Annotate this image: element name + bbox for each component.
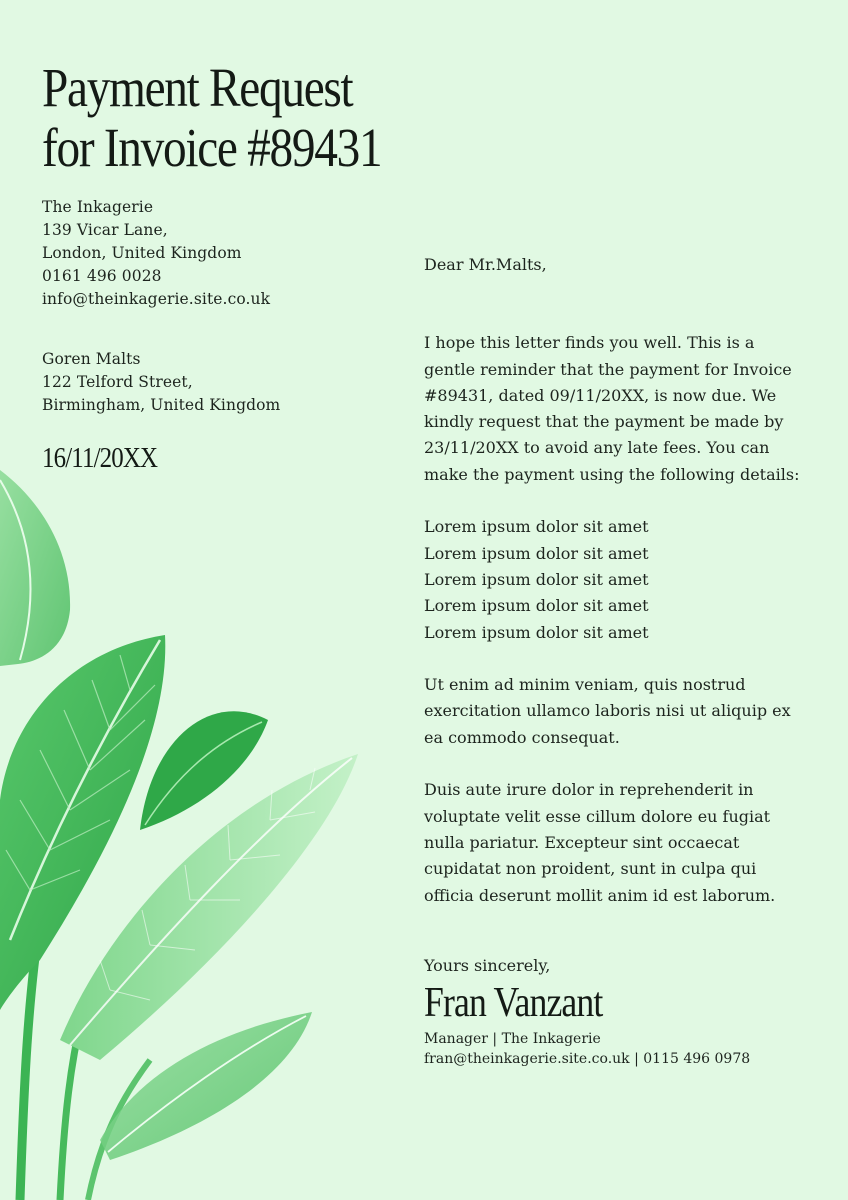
body-paragraph-3: Duis aute irure dolor in reprehenderit in voluptate velit esse cillum dolore eu fugiat nulla pariatur. Excepteur sint occaecat cupidatat non proident, sunt in culpa qui officia deserunt mollit anim id est laborum. [424,780,776,905]
title-line-1: Payment Request [42,57,353,118]
signer-role: Manager | The Inkagerie [424,1031,601,1048]
document-title [42,58,381,178]
payment-detail-item: Lorem ipsum dolor sit amet [424,622,649,642]
payment-detail-item: Lorem ipsum dolor sit amet [424,517,649,537]
letter-date: 16/11/20XX [42,442,158,474]
salutation: Dear Mr.Malts, [424,255,547,274]
letter-body [424,252,804,1069]
title-line-2: for Invoice #89431 [42,117,382,178]
body-paragraph-2: Ut enim ad minim veniam, quis nostrud exercitation ullamco laboris nisi ut aliquip ex ea commodo consequat. [424,675,791,747]
sender-street: 139 Vicar Lane, [42,221,168,239]
payment-detail-item: Lorem ipsum dolor sit amet [424,596,649,616]
payment-detail-item: Lorem ipsum dolor sit amet [424,569,649,589]
recipient-street: 122 Telford Street, [42,373,193,391]
banana-leaves-illustration [0,440,380,1200]
signer-name: Fran Vanzant [424,980,603,1027]
sender-city: London, United Kingdom [42,244,242,262]
payment-detail-item: Lorem ipsum dolor sit amet [424,543,649,563]
sender-name: The Inkagerie [42,198,154,216]
closing-line: Yours sincerely, [424,955,551,975]
sender-address [42,196,270,311]
sender-email: info@theinkagerie.site.co.uk [42,290,271,308]
recipient-address [42,348,280,417]
signer-contact: fran@theinkagerie.site.co.uk | 0115 496 0978 [424,1051,751,1068]
recipient-city: Birmingham, United Kingdom [42,396,281,414]
intro-paragraph: I hope this letter finds you well. This is a gentle reminder that the payment for Invoice #89431, dated 09/11/20XX, is now due. We kindly request that the payment be made by 23/11/20XX to avoid any late fees. You can make the payment using the following details: [424,333,800,484]
recipient-name: Goren Malts [42,350,141,368]
payment-details-list [424,514,804,645]
sender-phone: 0161 496 0028 [42,267,162,285]
